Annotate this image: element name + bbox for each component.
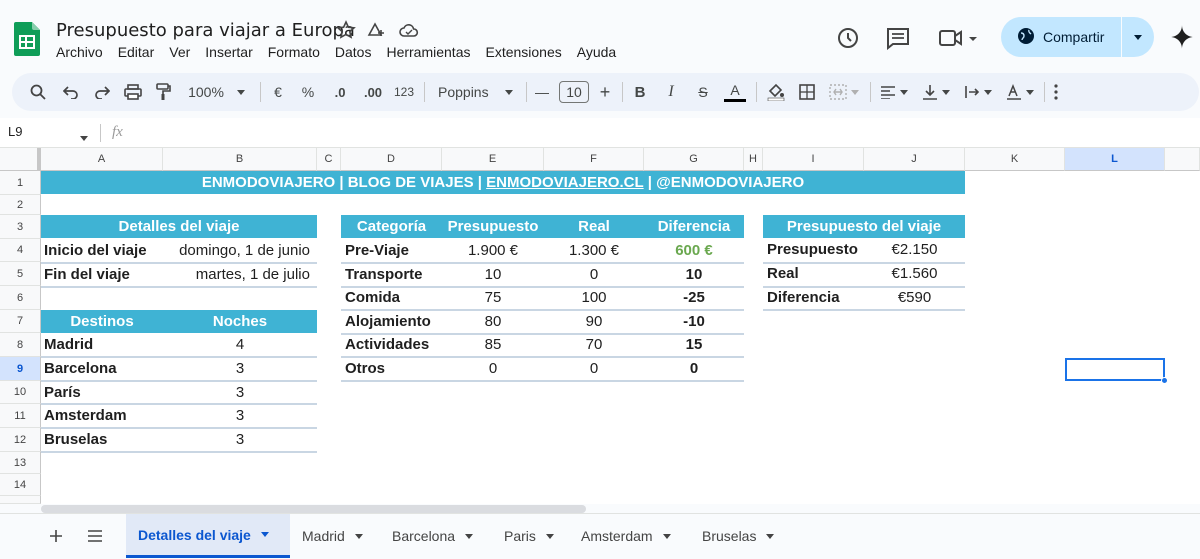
row-header[interactable]: 12 — [0, 428, 41, 452]
share-button[interactable] — [1001, 17, 1154, 57]
italic-button[interactable]: I — [668, 83, 674, 100]
toolbar — [12, 73, 1199, 111]
increase-decimal-button[interactable]: .00 — [363, 84, 383, 100]
globe-icon — [1017, 27, 1035, 48]
row-header-partial — [0, 496, 41, 504]
zoom-select[interactable]: 100% — [188, 84, 224, 100]
row-header-selected[interactable]: 9 — [0, 357, 41, 381]
category-budget[interactable]: 80 — [484, 313, 502, 330]
currency-format-button[interactable]: € — [274, 84, 282, 100]
row-divider — [763, 309, 965, 311]
add-sheet-icon[interactable] — [46, 514, 66, 558]
sheets-logo-icon[interactable] — [14, 22, 40, 56]
increase-font-size-button[interactable]: + — [599, 81, 611, 102]
all-sheets-icon[interactable] — [85, 514, 105, 558]
toolbar-divider — [424, 82, 425, 102]
cloud-saved-icon[interactable] — [398, 20, 420, 42]
column-header[interactable]: D — [341, 148, 442, 171]
decrease-font-size-button[interactable]: — — [535, 84, 549, 100]
destination-name[interactable]: Madrid — [44, 336, 94, 353]
summary-label[interactable]: Presupuesto — [767, 241, 858, 258]
destination-name[interactable]: Barcelona — [44, 360, 117, 377]
row-header[interactable]: 5 — [0, 262, 41, 286]
font-family-select[interactable]: Poppins — [438, 84, 489, 100]
column-header[interactable]: B — [163, 148, 317, 171]
category-name[interactable]: Actividades — [345, 336, 430, 353]
sheet-tab-label: Barcelona — [392, 528, 456, 544]
sheet-tab[interactable] — [504, 514, 554, 558]
sheet-tab-menu-icon[interactable] — [663, 534, 671, 539]
menu-editar[interactable]: Editar — [117, 44, 155, 60]
nights-col-header: Noches — [212, 313, 268, 330]
category-real[interactable]: 100 — [581, 289, 607, 306]
paint-format-icon[interactable] — [152, 73, 174, 111]
trip-end-value[interactable]: martes, 1 de julio — [195, 266, 310, 283]
undo-icon[interactable] — [60, 73, 82, 111]
summary-value[interactable]: €2.150 — [891, 241, 938, 258]
column-header[interactable]: A — [41, 148, 163, 171]
sheet-tab-label: Paris — [504, 528, 536, 544]
menu-ayuda[interactable]: Ayuda — [576, 44, 617, 60]
category-difference[interactable]: 10 — [685, 266, 703, 283]
sheet-grid[interactable] — [41, 171, 1200, 504]
trip-start-value[interactable]: domingo, 1 de junio — [179, 242, 310, 259]
destinations-col-header: Destinos — [70, 313, 134, 330]
toolbar-divider — [526, 82, 527, 102]
summary-label[interactable]: Diferencia — [767, 289, 840, 306]
category-name[interactable]: Otros — [345, 360, 386, 377]
title-bar — [0, 0, 1200, 68]
destination-name[interactable]: Bruselas — [44, 431, 108, 448]
sheet-tab-label: Amsterdam — [581, 528, 653, 544]
destination-nights[interactable]: 3 — [235, 407, 245, 424]
select-all-corner[interactable] — [0, 148, 41, 171]
text-color-label: A — [730, 82, 740, 98]
star-icon[interactable] — [336, 20, 358, 42]
category-difference[interactable]: -10 — [683, 313, 705, 330]
sheet-tab-menu-icon[interactable] — [355, 534, 363, 539]
toolbar-divider — [1044, 82, 1045, 102]
row-divider — [41, 286, 317, 288]
summary-header: Presupuesto del viaje — [763, 215, 965, 238]
row-divider — [41, 451, 317, 453]
col-category: Categoría — [356, 218, 427, 235]
column-header[interactable]: H — [744, 148, 763, 171]
move-to-folder-icon[interactable] — [367, 20, 389, 42]
fill-handle[interactable] — [1161, 377, 1168, 384]
category-difference[interactable]: -25 — [683, 289, 705, 306]
bold-button[interactable]: B — [634, 83, 646, 101]
toolbar-divider — [622, 82, 623, 102]
category-budget[interactable]: 85 — [484, 336, 502, 353]
row-header[interactable]: 7 — [0, 310, 41, 333]
version-history-icon[interactable] — [835, 26, 861, 50]
destination-nights[interactable]: 3 — [235, 431, 245, 448]
row-header[interactable]: 6 — [0, 286, 41, 310]
category-budget[interactable]: 10 — [484, 266, 502, 283]
sheet-tabs-bar — [0, 513, 1200, 559]
banner — [41, 171, 965, 194]
horizontal-scrollbar[interactable] — [41, 505, 586, 513]
formula-bar — [0, 118, 1200, 148]
search-menus-icon[interactable] — [26, 73, 50, 111]
sheet-tab[interactable] — [392, 514, 473, 558]
menu-ver[interactable]: Ver — [169, 44, 191, 60]
sheet-tab-label: Bruselas — [702, 528, 757, 544]
sheet-tab-menu-icon[interactable] — [546, 534, 554, 539]
category-budget[interactable]: 1.900 € — [467, 242, 519, 259]
text-color-button[interactable] — [722, 73, 748, 111]
category-difference[interactable]: 15 — [685, 336, 703, 353]
row-header[interactable]: 3 — [0, 215, 41, 239]
menu-formato[interactable]: Formato — [267, 44, 320, 60]
menu-extensiones[interactable]: Extensiones — [485, 44, 562, 60]
gemini-icon[interactable] — [1170, 25, 1194, 54]
redo-icon[interactable] — [91, 73, 113, 111]
destination-nights[interactable]: 3 — [235, 360, 245, 377]
category-real[interactable]: 0 — [589, 266, 599, 283]
menu-bar — [56, 44, 631, 60]
category-budget[interactable]: 0 — [488, 360, 498, 377]
row-header[interactable]: 2 — [0, 195, 41, 215]
destinations-header — [41, 310, 317, 333]
formula-divider — [100, 124, 101, 142]
category-real[interactable]: 1.300 € — [568, 242, 620, 259]
formula-input[interactable] — [140, 121, 1190, 145]
menu-herramientas[interactable]: Herramientas — [386, 44, 471, 60]
toolbar-divider — [756, 82, 757, 102]
column-header[interactable]: G — [644, 148, 744, 171]
column-header[interactable]: C — [317, 148, 341, 171]
text-color-swatch — [724, 99, 746, 102]
banner-link[interactable]: ENMODOVIAJERO.CL — [486, 174, 644, 191]
document-title[interactable]: Presupuesto para viajar a Europa — [56, 20, 355, 41]
trip-details-header: Detalles del viaje — [41, 215, 317, 238]
row-header[interactable]: 14 — [0, 474, 41, 496]
decrease-decimal-button[interactable]: .0 — [334, 84, 346, 100]
number-format-button[interactable]: 123 — [393, 85, 415, 99]
destination-nights[interactable]: 3 — [235, 384, 245, 401]
toolbar-divider — [870, 82, 871, 102]
column-header[interactable]: J — [864, 148, 965, 171]
sheet-tab[interactable] — [581, 514, 671, 558]
row-header[interactable]: 11 — [0, 404, 41, 428]
column-header[interactable]: K — [965, 148, 1065, 171]
destination-nights[interactable]: 4 — [235, 336, 245, 353]
category-name[interactable]: Comida — [345, 289, 401, 306]
col-difference: Diferencia — [657, 218, 731, 235]
row-header[interactable]: 1 — [0, 171, 41, 195]
row-header[interactable]: 8 — [0, 333, 41, 357]
col-budget: Presupuesto — [447, 218, 539, 235]
sheet-tab-menu-icon[interactable] — [465, 534, 473, 539]
sheet-tab-label: Detalles del viaje — [138, 526, 251, 543]
name-box-dropdown-icon[interactable] — [80, 128, 88, 146]
vertical-align-icon[interactable] — [918, 73, 954, 111]
row-header[interactable]: 4 — [0, 239, 41, 262]
horizontal-align-icon[interactable] — [876, 73, 912, 111]
summary-value[interactable]: €590 — [897, 289, 932, 306]
row-header[interactable]: 13 — [0, 452, 41, 474]
destination-name[interactable]: Amsterdam — [44, 407, 127, 424]
menu-archivo[interactable]: Archivo — [56, 44, 103, 60]
sheet-tab-active[interactable] — [126, 514, 290, 558]
fx-icon: fx — [112, 124, 123, 140]
row-divider — [341, 380, 744, 382]
column-header-selected[interactable]: L — [1065, 148, 1165, 171]
column-header-empty — [1165, 148, 1200, 171]
fill-color-icon[interactable] — [764, 73, 788, 111]
column-header[interactable]: E — [442, 148, 544, 171]
trip-end-label: Fin del viaje — [44, 266, 130, 283]
destination-name[interactable]: París — [44, 384, 81, 401]
more-options-icon[interactable] — [1048, 73, 1064, 111]
category-real[interactable]: 90 — [585, 313, 603, 330]
strikethrough-button[interactable]: S — [698, 84, 708, 100]
category-difference[interactable]: 0 — [689, 360, 699, 377]
categories-header — [341, 215, 744, 238]
summary-label[interactable]: Real — [767, 265, 799, 282]
font-size-value: 10 — [559, 81, 589, 103]
zoom-dropdown-icon[interactable] — [234, 73, 248, 111]
merge-cells-icon[interactable] — [826, 73, 862, 111]
category-real[interactable]: 0 — [589, 360, 599, 377]
name-box[interactable]: L9 — [8, 124, 23, 139]
category-name[interactable]: Alojamiento — [345, 313, 431, 330]
borders-icon[interactable] — [796, 73, 818, 111]
meet-icon[interactable] — [938, 26, 978, 50]
banner-suffix: | @ENMODOVIAJERO — [643, 174, 805, 191]
toolbar-divider — [260, 82, 261, 102]
text-rotation-icon[interactable] — [1002, 73, 1038, 111]
category-budget[interactable]: 75 — [484, 289, 502, 306]
share-dropdown-icon[interactable] — [1122, 17, 1154, 57]
column-header[interactable]: F — [544, 148, 644, 171]
category-name[interactable]: Transporte — [345, 266, 423, 283]
text-wrapping-icon[interactable] — [960, 73, 996, 111]
menu-datos[interactable]: Datos — [334, 44, 372, 60]
percent-format-button[interactable]: % — [301, 84, 315, 100]
sheet-tab-label: Madrid — [302, 528, 345, 544]
sheet-tab-menu-icon[interactable] — [766, 534, 774, 539]
comments-icon[interactable] — [885, 26, 911, 50]
summary-value[interactable]: €1.560 — [891, 265, 938, 282]
print-icon[interactable] — [122, 73, 144, 111]
sheet-tab-menu-icon[interactable] — [261, 532, 269, 537]
category-name[interactable]: Pre-Viaje — [345, 242, 409, 259]
selected-cell[interactable] — [1065, 358, 1165, 381]
column-header[interactable]: I — [763, 148, 864, 171]
trip-start-label: Inicio del viaje — [44, 242, 147, 259]
sheet-tab[interactable] — [702, 514, 774, 558]
sheet-tab[interactable] — [302, 514, 363, 558]
col-real: Real — [578, 218, 610, 235]
font-size-input[interactable] — [558, 73, 590, 111]
menu-insertar[interactable]: Insertar — [205, 44, 253, 60]
category-real[interactable]: 70 — [585, 336, 603, 353]
banner-prefix: ENMODOVIAJERO | BLOG DE VIAJES | — [201, 174, 487, 191]
row-header[interactable]: 10 — [0, 381, 41, 404]
share-label: Compartir — [1043, 29, 1105, 45]
category-difference[interactable]: 600 € — [675, 242, 713, 259]
font-dropdown-icon[interactable] — [502, 73, 516, 111]
